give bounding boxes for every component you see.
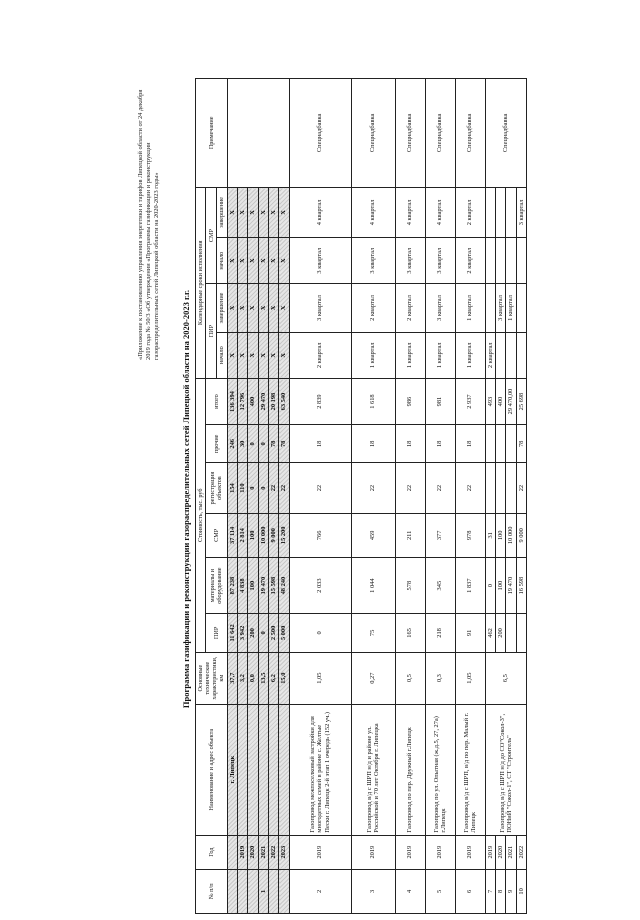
cell-name — [279, 704, 289, 835]
cell-registration: 22 — [395, 463, 425, 513]
cell-smr-start: Х — [237, 238, 247, 284]
cell-pir: 75 — [351, 614, 395, 652]
cell-materials: 578 — [395, 557, 425, 613]
cell-smr-start: Х — [258, 238, 268, 284]
cell-registration: 22 — [289, 463, 351, 513]
cell-tech: 15,0 — [279, 652, 289, 704]
cell-pir-end — [485, 284, 495, 332]
cell-smr-start: Х — [268, 238, 278, 284]
cell-pir: 462 — [485, 614, 495, 652]
cell-pir: 0 — [289, 614, 351, 652]
cell-pir-start — [516, 332, 526, 378]
col-note: Примечание — [196, 79, 228, 188]
cell-registration: 22 — [425, 463, 455, 513]
cell-materials: 2 033 — [289, 557, 351, 613]
cell-registration: 22 — [279, 463, 289, 513]
summary-row — [258, 79, 268, 914]
cell-pir: 5 000 — [279, 614, 289, 652]
cell-other: 18 — [289, 425, 351, 463]
cell-year: 2022 — [268, 835, 278, 869]
cell-other: 246 — [227, 425, 237, 463]
cell-pir-end: Х — [237, 284, 247, 332]
cell-num: 1 — [258, 869, 268, 913]
cell-smr-start: 3 квартал — [289, 238, 351, 284]
cell-registration — [496, 463, 506, 513]
table-row — [425, 79, 455, 914]
cell-num: 2 — [289, 869, 351, 913]
col-cost-group: Стоимость, тыс. руб — [196, 378, 206, 652]
table-row — [351, 79, 395, 914]
cell-total: 63 540 — [279, 378, 289, 424]
cell-year: 2020 — [248, 835, 258, 869]
cell-pir-start — [496, 332, 506, 378]
cell-other — [485, 425, 495, 463]
cell-note: Спецнадбавка — [351, 79, 395, 188]
cell-note: Спецнадбавка — [425, 79, 455, 188]
cell-registration: 110 — [237, 463, 247, 513]
cell-pir-start: 1 квартал — [395, 332, 425, 378]
cell-pir-start: Х — [227, 332, 237, 378]
cell-num: 10 — [516, 869, 526, 913]
cell-tech: 0,3 — [425, 652, 455, 704]
table-row — [395, 79, 425, 914]
cell-name: Газопровод в/д с ШРП н/д до СО"Сокол-3", ПОНиЙ "Сокол-1", СТ "Строитель" — [485, 704, 526, 835]
cell-other: 78 — [516, 425, 526, 463]
cell-tech: 6,2 — [268, 652, 278, 704]
cell-pir-end: Х — [248, 284, 258, 332]
cell-materials: 19 470 — [506, 557, 516, 613]
cell-smr: 10 000 — [258, 513, 268, 557]
cell-pir-start: Х — [279, 332, 289, 378]
cell-year: 2020 — [496, 835, 506, 869]
cell-pir-end: 1 квартал — [506, 284, 516, 332]
cell-total: 400 — [248, 378, 258, 424]
cell-smr-end: Х — [227, 187, 237, 237]
cell-pir: 11 642 — [227, 614, 237, 652]
cell-pir-end: 2 квартал — [351, 284, 395, 332]
cell-name: Газопровод по пер. Дружный г.Липецк — [395, 704, 425, 835]
cell-smr-end: Х — [248, 187, 258, 237]
cell-pir-start: 1 квартал — [455, 332, 485, 378]
cell-smr-start: Х — [248, 238, 258, 284]
col-num: № п/п — [196, 869, 228, 913]
cell-tech: 37,7 — [227, 652, 237, 704]
cell-pir: 218 — [425, 614, 455, 652]
cell-pir-start: Х — [258, 332, 268, 378]
cell-materials: 19 470 — [258, 557, 268, 613]
cell-year — [227, 835, 237, 869]
col-pir-start: начало — [217, 332, 227, 378]
cell-other — [496, 425, 506, 463]
cell-pir-end: 2 квартал — [395, 284, 425, 332]
cell-smr: 31 — [485, 513, 495, 557]
cell-smr-end: 4 квартал — [351, 187, 395, 237]
cell-name: Газопровод в/д с ШРП н/д и районе ул. Российской и 70 лет Октября г. Липецка — [351, 704, 395, 835]
cell-num — [248, 869, 258, 913]
cell-year: 2021 — [258, 835, 268, 869]
cell-num: 8 — [496, 869, 506, 913]
cell-num: 3 — [351, 869, 395, 913]
cell-name — [268, 704, 278, 835]
cell-num — [227, 869, 237, 913]
cell-smr-end: 4 квартал — [289, 187, 351, 237]
cell-registration — [485, 463, 495, 513]
cell-smr-end: Х — [258, 187, 268, 237]
cell-year: 2022 — [516, 835, 526, 869]
cell-pir: 2 500 — [268, 614, 278, 652]
cell-tech: 0,5 — [395, 652, 425, 704]
col-smr-start: начало — [217, 238, 227, 284]
cell-materials: 48 240 — [279, 557, 289, 613]
cell-name: Газопровод межпоселковый застройки для многодетных семей в районе с. Желтые Пески г. Липецк 2-й этап 1 очередь (152 уч.) — [289, 704, 351, 835]
cell-pir-end: Х — [268, 284, 278, 332]
cell-name — [248, 704, 258, 835]
cell-other: 18 — [351, 425, 395, 463]
cell-smr: 37 114 — [227, 513, 237, 557]
cell-pir: 200 — [248, 614, 258, 652]
cell-pir — [506, 614, 516, 652]
cell-smr: 211 — [395, 513, 425, 557]
cell-pir: 91 — [455, 614, 485, 652]
cell-pir-end: Х — [258, 284, 268, 332]
rotated-document-page — [137, 78, 542, 920]
cell-pir-start: Х — [268, 332, 278, 378]
table-row — [455, 79, 485, 914]
cell-other: 0 — [248, 425, 258, 463]
cell-tech: 3,2 — [237, 652, 247, 704]
cell-materials: 87 238 — [227, 557, 237, 613]
table-body — [227, 79, 527, 914]
cell-note: Спецнадбавка — [289, 79, 351, 188]
cell-smr: 100 — [248, 513, 258, 557]
cell-num: 7 — [485, 869, 495, 913]
cell-smr-end — [506, 187, 516, 237]
cell-year: 2019 — [351, 835, 395, 869]
col-name: Наименование и адрес объекта — [196, 704, 228, 835]
cell-total: 2 937 — [455, 378, 485, 424]
cell-smr: 9 000 — [268, 513, 278, 557]
cell-note: Спецнадбавка — [395, 79, 425, 188]
cell-smr-start: Х — [227, 238, 237, 284]
cell-pir-start — [506, 332, 516, 378]
cell-name: Газопровод по ул. Опытная (ж.д.5, 27, 27а) г.Липецк — [425, 704, 455, 835]
table-row — [485, 79, 495, 914]
cell-pir-start: Х — [237, 332, 247, 378]
cell-smr-start: Х — [279, 238, 289, 284]
cell-smr-end — [496, 187, 506, 237]
cell-smr-end: Х — [268, 187, 278, 237]
cell-smr: 10 000 — [506, 513, 516, 557]
cell-tech: 1,05 — [455, 652, 485, 704]
cell-smr-start: 3 квартал — [395, 238, 425, 284]
cell-other: 18 — [425, 425, 455, 463]
cell-tech: 0,27 — [351, 652, 395, 704]
cell-smr-start: 2 квартал — [455, 238, 485, 284]
cell-num — [279, 869, 289, 913]
cell-total: 981 — [425, 378, 455, 424]
cell-tech: 6,5 — [485, 652, 526, 704]
cell-total: 136 394 — [227, 378, 237, 424]
col-other: прочие — [206, 425, 227, 463]
cell-smr-end: Х — [279, 187, 289, 237]
cell-registration: 0 — [248, 463, 258, 513]
cell-smr-end: Х — [237, 187, 247, 237]
cell-smr-end: 4 квартал — [425, 187, 455, 237]
cell-smr: 459 — [351, 513, 395, 557]
cell-total: 12 796 — [237, 378, 247, 424]
cell-num: 9 — [506, 869, 516, 913]
cell-year: 2019 — [237, 835, 247, 869]
summary-row — [268, 79, 278, 914]
cell-other: 18 — [395, 425, 425, 463]
cell-smr: 766 — [289, 513, 351, 557]
cell-total: 400 — [496, 378, 506, 424]
cell-name: г. Липецк — [227, 704, 237, 835]
cell-note: Спецнадбавка — [455, 79, 485, 188]
cell-smr-start — [506, 238, 516, 284]
summary-row — [248, 79, 258, 914]
cell-registration: 154 — [227, 463, 237, 513]
cell-other: 18 — [455, 425, 485, 463]
cell-pir — [516, 614, 526, 652]
cell-year: 2019 — [395, 835, 425, 869]
cell-total: 493 — [485, 378, 495, 424]
gasification-program-table — [195, 78, 527, 914]
cell-num: 4 — [395, 869, 425, 913]
cell-smr: 2 814 — [237, 513, 247, 557]
cell-total: 29 470,00 — [506, 378, 516, 424]
cell-pir-end — [516, 284, 526, 332]
cell-other: 30 — [237, 425, 247, 463]
cell-num: 6 — [455, 869, 485, 913]
col-registration: регистрация объектов — [206, 463, 227, 513]
cell-materials: 1 837 — [455, 557, 485, 613]
cell-materials: 15 598 — [268, 557, 278, 613]
cell-total: 20 198 — [268, 378, 278, 424]
cell-registration: 0 — [258, 463, 268, 513]
summary-row — [279, 79, 289, 914]
cell-smr-end — [485, 187, 495, 237]
cell-note — [227, 79, 289, 188]
col-tech: Основные технические характеристики, км — [196, 652, 228, 704]
cell-total: 2 839 — [289, 378, 351, 424]
cell-smr-start: 3 квартал — [351, 238, 395, 284]
cell-pir-end: 3 квартал — [289, 284, 351, 332]
col-materials: материалы и оборудование — [206, 557, 227, 613]
cell-tech: 1,05 — [289, 652, 351, 704]
cell-smr-start — [496, 238, 506, 284]
col-smr: СМР — [206, 513, 227, 557]
col-schedule-pir: ПИР — [206, 284, 217, 379]
cell-other: 0 — [258, 425, 268, 463]
cell-total: 25 698 — [516, 378, 526, 424]
col-year: Год — [196, 835, 228, 869]
col-pir-end: завершение — [217, 284, 227, 332]
cell-name — [237, 704, 247, 835]
cell-year: 2023 — [279, 835, 289, 869]
cell-materials: 4 838 — [237, 557, 247, 613]
cell-pir-start: 2 квартал — [485, 332, 495, 378]
cell-smr: 9 000 — [516, 513, 526, 557]
cell-year: 2019 — [425, 835, 455, 869]
cell-smr-end: 2 квартал — [455, 187, 485, 237]
col-schedule-group: Календарные сроки исполнения — [196, 187, 206, 378]
cell-other: 78 — [279, 425, 289, 463]
cell-pir-end: 3 квартал — [496, 284, 506, 332]
summary-row — [227, 79, 237, 914]
cell-pir-end: 3 квартал — [425, 284, 455, 332]
col-smr-end: завершение — [217, 187, 227, 237]
cell-materials: 345 — [425, 557, 455, 613]
document-title: Программа газификации и реконструкции газораспределительных сетей Липецкой области на 2020-2023 г.г. — [181, 289, 191, 709]
summary-row — [237, 79, 247, 914]
cell-pir-end: Х — [279, 284, 289, 332]
cell-pir-end: 1 квартал — [455, 284, 485, 332]
col-pir: ПИР — [206, 614, 227, 652]
cell-num: 5 — [425, 869, 455, 913]
cell-num — [237, 869, 247, 913]
cell-pir: 165 — [395, 614, 425, 652]
cell-pir-start: 1 квартал — [351, 332, 395, 378]
cell-total: 1 618 — [351, 378, 395, 424]
cell-smr-start — [485, 238, 495, 284]
cell-tech: 13,5 — [258, 652, 268, 704]
cell-smr: 100 — [496, 513, 506, 557]
cell-other: 78 — [268, 425, 278, 463]
col-schedule-smr: СМР — [206, 187, 217, 284]
cell-registration: 22 — [268, 463, 278, 513]
header-note: «Приложение к постановлению управления энергетики и тарифов Липецкой области от 24 декабря 2019 года № 50/3 «Об утверждении «Программы газификации и реконструкции газораспределительных сетей Липецкой области на 2020-2023 годы» — [137, 89, 160, 360]
cell-other — [506, 425, 516, 463]
cell-smr: 978 — [455, 513, 485, 557]
cell-pir: 0 — [258, 614, 268, 652]
cell-registration: 22 — [455, 463, 485, 513]
cell-year: 2019 — [289, 835, 351, 869]
cell-materials: 0 — [485, 557, 495, 613]
cell-pir: 3 942 — [237, 614, 247, 652]
cell-total: 29 470 — [258, 378, 268, 424]
cell-registration: 22 — [351, 463, 395, 513]
cell-smr-start — [516, 238, 526, 284]
cell-registration — [506, 463, 516, 513]
col-total: итого — [206, 378, 227, 424]
cell-year: 2021 — [506, 835, 516, 869]
cell-smr: 377 — [425, 513, 455, 557]
cell-materials: 16 598 — [516, 557, 526, 613]
cell-name — [258, 704, 268, 835]
cell-tech: 0,0 — [248, 652, 258, 704]
cell-year: 2019 — [455, 835, 485, 869]
cell-pir-start: Х — [248, 332, 258, 378]
cell-smr-start: 3 квартал — [425, 238, 455, 284]
cell-pir-end: Х — [227, 284, 237, 332]
cell-materials: 1 044 — [351, 557, 395, 613]
cell-year: 2019 — [485, 835, 495, 869]
cell-num — [268, 869, 278, 913]
cell-pir-start: 1 квартал — [425, 332, 455, 378]
cell-note: Спецнадбавка — [485, 79, 526, 188]
cell-registration: 22 — [516, 463, 526, 513]
table-header — [196, 79, 228, 914]
cell-smr: 15 200 — [279, 513, 289, 557]
cell-materials: 100 — [248, 557, 258, 613]
cell-smr-end: 4 квартал — [395, 187, 425, 237]
cell-materials: 100 — [496, 557, 506, 613]
cell-pir: 200 — [496, 614, 506, 652]
cell-name: Газопровод в/д с ШРП, в/д по пер. Малый г. Липецк — [455, 704, 485, 835]
table-row — [289, 79, 351, 914]
cell-total: 986 — [395, 378, 425, 424]
cell-smr-end: 3 квартал — [516, 187, 526, 237]
cell-pir-start: 2 квартал — [289, 332, 351, 378]
